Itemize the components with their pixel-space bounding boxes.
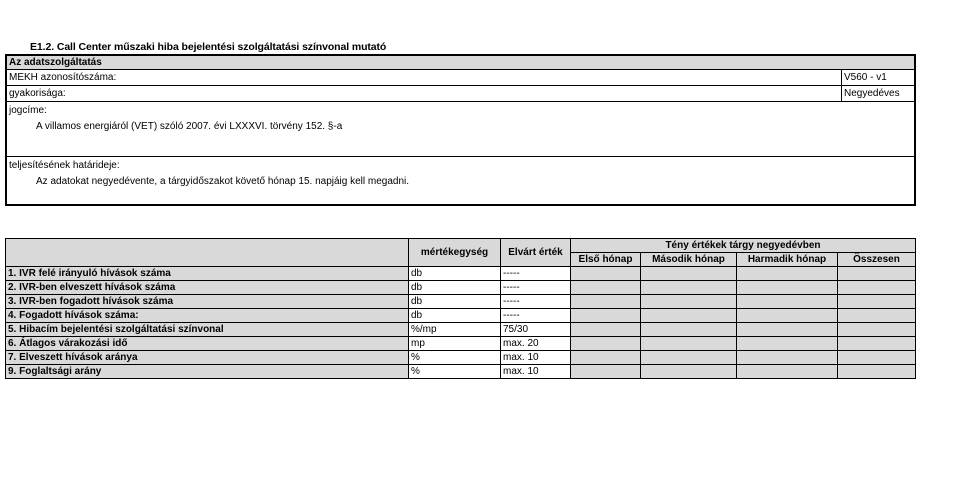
expected-cell: max. 10	[501, 351, 571, 365]
table-row	[6, 351, 916, 365]
info-value[interactable]: V560 - v1	[841, 70, 914, 86]
month-3-input-cell[interactable]	[737, 267, 838, 281]
month-1-input-cell[interactable]	[571, 309, 641, 323]
row-label: 1. IVR felé irányuló hívások száma	[6, 267, 409, 281]
table-row	[6, 309, 916, 323]
total-cell[interactable]	[838, 309, 916, 323]
month-3-input-cell[interactable]	[737, 295, 838, 309]
month-3-input-cell[interactable]	[737, 365, 838, 379]
month-2-input-cell[interactable]	[641, 365, 737, 379]
row-label: 6. Átlagos várakozási idő	[6, 337, 409, 351]
data-provision-info	[5, 54, 916, 206]
expected-cell: -----	[501, 309, 571, 323]
table-row	[6, 267, 916, 281]
expected-cell: 75/30	[501, 323, 571, 337]
row-label: 9. Foglaltsági arány	[6, 365, 409, 379]
total-cell[interactable]	[838, 295, 916, 309]
header-month-2: Második hónap	[641, 253, 737, 267]
info-row-id	[7, 70, 914, 86]
month-3-input-cell[interactable]	[737, 337, 838, 351]
month-1-input-cell[interactable]	[571, 281, 641, 295]
month-2-input-cell[interactable]	[641, 267, 737, 281]
month-1-input-cell[interactable]	[571, 295, 641, 309]
month-2-input-cell[interactable]	[641, 295, 737, 309]
total-cell[interactable]	[838, 281, 916, 295]
info-text: Az adatokat negyedévente, a tárgyidőszakot követő hónap 15. napjáig kell megadni.	[36, 176, 410, 187]
total-cell[interactable]	[838, 337, 916, 351]
total-cell[interactable]	[838, 351, 916, 365]
month-2-input-cell[interactable]	[641, 323, 737, 337]
unit-cell: %/mp	[409, 323, 501, 337]
info-label: teljesítésének határideje:	[9, 160, 120, 171]
table-row	[6, 281, 916, 295]
month-1-input-cell[interactable]	[571, 267, 641, 281]
table-row	[6, 295, 916, 309]
info-label: jogcíme:	[9, 105, 47, 116]
month-2-input-cell[interactable]	[641, 309, 737, 323]
month-3-input-cell[interactable]	[737, 351, 838, 365]
info-value[interactable]: Negyedéves	[841, 86, 914, 102]
month-1-input-cell[interactable]	[571, 351, 641, 365]
info-row-legal-basis	[7, 102, 914, 157]
total-cell[interactable]	[838, 323, 916, 337]
row-label: 7. Elveszett hívások aránya	[6, 351, 409, 365]
expected-cell: -----	[501, 281, 571, 295]
table-row	[6, 323, 916, 337]
total-cell[interactable]	[838, 267, 916, 281]
unit-cell: db	[409, 309, 501, 323]
month-1-input-cell[interactable]	[571, 323, 641, 337]
unit-cell: db	[409, 281, 501, 295]
unit-cell: db	[409, 267, 501, 281]
month-3-input-cell[interactable]	[737, 309, 838, 323]
header-blank	[6, 239, 409, 267]
indicator-table	[5, 238, 916, 379]
unit-cell: %	[409, 351, 501, 365]
total-cell[interactable]	[838, 365, 916, 379]
expected-cell: max. 10	[501, 365, 571, 379]
info-header: Az adatszolgáltatás	[7, 56, 914, 70]
header-month-1: Első hónap	[571, 253, 641, 267]
row-label: 4. Fogadott hívások száma:	[6, 309, 409, 323]
month-2-input-cell[interactable]	[641, 281, 737, 295]
row-label: 5. Hibacím bejelentési szolgáltatási színvonal	[6, 323, 409, 337]
unit-cell: db	[409, 295, 501, 309]
header-actual-group: Tény értékek tárgy negyedévben	[571, 239, 916, 253]
info-label: MEKH azonosítószáma:	[9, 72, 117, 83]
info-row-deadline	[7, 157, 914, 206]
info-text: A villamos energiáról (VET) szóló 2007. évi LXXXVI. törvény 152. §-a	[36, 121, 343, 132]
table-row	[6, 365, 916, 379]
expected-cell: -----	[501, 295, 571, 309]
expected-cell: -----	[501, 267, 571, 281]
header-unit: mértékegység	[409, 239, 501, 267]
month-3-input-cell[interactable]	[737, 323, 838, 337]
row-label: 3. IVR-ben fogadott hívások száma	[6, 295, 409, 309]
month-1-input-cell[interactable]	[571, 337, 641, 351]
expected-cell: max. 20	[501, 337, 571, 351]
info-label: gyakorisága:	[9, 88, 66, 99]
row-label: 2. IVR-ben elveszett hívások száma	[6, 281, 409, 295]
unit-cell: %	[409, 365, 501, 379]
month-3-input-cell[interactable]	[737, 281, 838, 295]
header-total: Összesen	[838, 253, 916, 267]
table-row	[6, 337, 916, 351]
info-row-frequency	[7, 86, 914, 102]
unit-cell: mp	[409, 337, 501, 351]
header-month-3: Harmadik hónap	[737, 253, 838, 267]
month-2-input-cell[interactable]	[641, 337, 737, 351]
month-2-input-cell[interactable]	[641, 351, 737, 365]
header-expected: Elvárt érték	[501, 239, 571, 267]
page-title: E1.2. Call Center műszaki hiba bejelentési szolgáltatási színvonal mutató	[30, 41, 387, 53]
month-1-input-cell[interactable]	[571, 365, 641, 379]
